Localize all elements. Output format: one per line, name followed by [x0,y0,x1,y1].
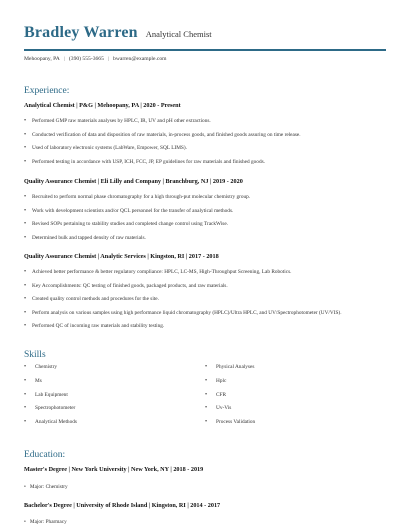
bullet-icon: • [24,519,26,525]
skill-item [24,405,208,419]
education-major: Major: Chemistry [29,484,68,490]
job-heading: Quality Assurance Chemist | Eli Lilly and Company | Branchburg, NJ | 2019 - 2020 [24,178,243,185]
bullet-icon: • [205,405,208,412]
job-bullets [24,194,386,248]
skill-label: CFR [216,391,227,398]
skill-item [24,364,208,378]
job-bullet: • Perform analysis on various samples using high performance liquid chromatography (HPLC)/Ultra HPLC, and UV/Spectrophotometer (UV/VIS). [24,310,386,324]
bullet-icon: • [24,391,27,398]
contact-line [24,56,166,62]
contact-separator: | [107,56,110,62]
skill-label: Lab Equipment [35,391,68,398]
job-bullet: • Recruited to perform normal phase chromatography for a high through-put molecular chemistry group. [24,194,386,208]
job-bullet: • Key Accomplishments: QC testing of finished goods, packaged products, and raw materials. [24,283,386,297]
job-bullet: • Performed testing in accordance with USP, ICH, FCC, JP, EP guidelines for raw materials and finished goods. [24,159,386,173]
job-heading: Quality Assurance Chemist | Analytic Services | Kingston, RI | 2017 - 2018 [24,253,219,260]
skills-heading: Skills [24,350,46,360]
skill-label: Hplc [216,377,227,384]
contact-email[interactable]: bwarren@example.com [113,56,167,62]
bullet-icon: • [24,405,27,412]
skill-item [205,392,386,406]
bullet-icon: • [24,419,27,426]
skill-label: Spectrophotometer [35,405,76,412]
job-bullets [24,269,386,337]
skill-label: Physical Analyses [216,364,255,370]
job-bullet: • Achieved better performance & better regulatory compliance: HPLC, LC-MS, High-Throughput Screening, Lab Robotics. [24,269,386,283]
education-entry-heading: Bachelor's Degree | University of Rhode Island | Kingston, RI | 2014 - 2017 [24,502,221,509]
name-row [24,24,386,42]
bullet-icon: • [24,377,27,384]
contact-separator: | [63,56,65,62]
skill-item [24,391,208,406]
experience-heading: Experience: [24,86,70,96]
skill-item [24,377,208,392]
skill-item [24,419,208,433]
skill-label: Analytical Methods [35,419,77,426]
contact-phone[interactable]: (390) 555-3665 [68,56,104,62]
job-bullet: • Revised SOPs pertaining to stability studies and completed change control using TrackWise. [24,221,386,235]
skill-label: Uv-Vis [216,405,232,412]
bullet-icon: • [24,484,26,490]
education-major: Major: Pharmacy [29,519,67,525]
skills-list [24,364,386,433]
job-bullet: • Performed QC of incoming raw materials and stability testing. [24,323,386,337]
job-bullet: • Conducted verification of data and disposition of raw materials, in-process goods, and finished goods assuring on time release. [24,132,386,146]
bullet-icon: • [205,391,208,398]
skill-item [205,419,386,433]
job-bullet: • Work with development scientists and/or QCL personnel for the transfer of analytical methods. [24,208,386,222]
job-heading: Analytical Chemist | P&G | Mehoopany, PA | 2020 - Present [24,102,181,109]
education-detail [24,484,68,490]
bullet-icon: • [205,377,208,384]
skill-label: Chemistry [35,364,58,370]
candidate-name: Bradley Warren [24,24,138,41]
skill-item [205,378,386,392]
candidate-title: Analytical Chemist [145,29,212,39]
resume-header [24,24,386,42]
skill-label: Process Validation [216,419,256,426]
skill-item [205,405,386,419]
job-bullet: • Determined bulk and tapped density of raw materials. [24,235,386,249]
education-heading: Education: [24,450,66,460]
skill-label: Ms [35,377,42,384]
skill-item [205,364,386,378]
job-bullet: • Created quality control methods and procedures for the site. [24,296,386,310]
education-detail [24,519,67,525]
bullet-icon: • [24,364,27,370]
job-bullets [24,118,386,172]
education-entry-heading: Master's Degree | New York University | New York, NY | 2018 - 2019 [24,466,204,473]
bullet-icon: • [205,364,208,370]
job-bullet: • Used of laboratory electronic systems (LabWare, Empower, SQL LIMS). [24,145,386,159]
bullet-icon: • [205,419,208,426]
job-bullet: • Performed GMP raw materials analyses by HPLC, IR, UV and pH other extractions. [24,118,386,132]
contact-location: Mehoopany, PA [24,56,60,62]
header-divider [24,49,386,51]
